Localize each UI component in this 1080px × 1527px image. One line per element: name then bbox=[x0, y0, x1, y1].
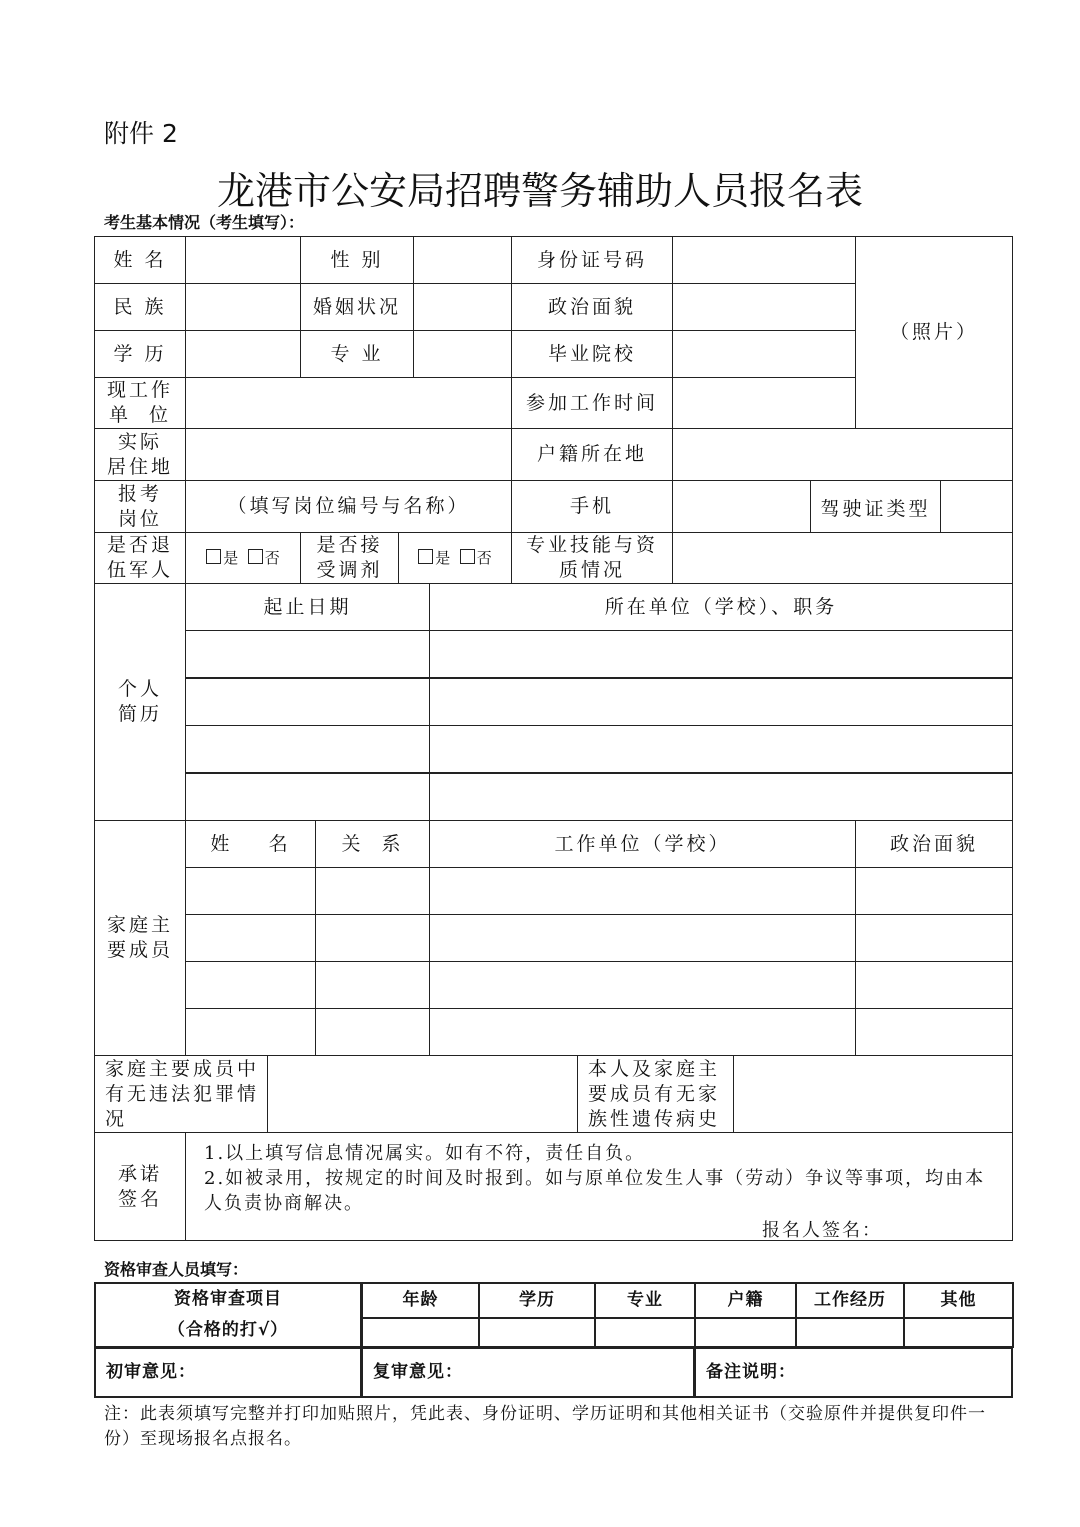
input-education[interactable] bbox=[185, 330, 301, 378]
family-political-cell[interactable] bbox=[855, 1008, 1013, 1056]
label-license: 驾驶证类型 bbox=[810, 480, 941, 533]
label-position: 报考 岗位 bbox=[94, 480, 186, 533]
review-check-cell[interactable] bbox=[903, 1317, 1014, 1348]
label-marital: 婚姻状况 bbox=[300, 283, 414, 331]
attachment-label: 附件 2 bbox=[104, 119, 178, 148]
input-work-unit[interactable] bbox=[185, 377, 512, 429]
label-id: 身份证号码 bbox=[511, 236, 673, 284]
resume-date-cell[interactable] bbox=[185, 725, 430, 773]
label-disease: 本人及家庭主要成员有无家族性遗传病史 bbox=[577, 1055, 734, 1133]
review-item-title: 资格审查项目 bbox=[174, 1289, 282, 1309]
review-item-hint: （合格的打√） bbox=[167, 1320, 289, 1340]
resume-date-cell[interactable] bbox=[185, 773, 430, 821]
review-item-label bbox=[94, 1282, 362, 1348]
label-work-unit: 现工作 单 位 bbox=[94, 377, 186, 429]
family-header-political: 政治面貌 bbox=[855, 820, 1013, 868]
family-relation-cell[interactable] bbox=[315, 961, 430, 1009]
label-family: 家庭主 要成员 bbox=[94, 820, 186, 1056]
label-resume: 个人 简历 bbox=[94, 583, 186, 821]
review-check-cell[interactable] bbox=[594, 1317, 696, 1348]
input-residence[interactable] bbox=[185, 428, 512, 481]
no-label: 否 bbox=[476, 548, 492, 567]
family-name-cell[interactable] bbox=[185, 914, 316, 962]
signature-label[interactable]: 报名人签名： bbox=[762, 1220, 882, 1241]
input-skills[interactable] bbox=[672, 532, 1013, 584]
form-title: 龙港市公安局招聘警务辅助人员报名表 bbox=[216, 169, 863, 213]
adjust-no-checkbox[interactable] bbox=[460, 546, 492, 571]
family-header-relation: 关 系 bbox=[315, 820, 430, 868]
resume-unit-cell[interactable] bbox=[429, 630, 1013, 678]
veteran-yes-checkbox[interactable] bbox=[206, 546, 238, 571]
label-pledge: 承诺 签名 bbox=[94, 1132, 186, 1241]
remarks[interactable]: 备注说明： bbox=[694, 1347, 1013, 1398]
resume-date-cell[interactable] bbox=[185, 678, 430, 726]
input-position[interactable]: （填写岗位编号与名称） bbox=[185, 480, 512, 533]
review-col-header: 专业 bbox=[594, 1282, 696, 1319]
input-political[interactable] bbox=[672, 283, 856, 331]
section-basic-heading: 考生基本情况（考生填写）： bbox=[104, 213, 305, 232]
family-relation-cell[interactable] bbox=[315, 1008, 430, 1056]
family-name-cell[interactable] bbox=[185, 961, 316, 1009]
label-hukou: 户籍所在地 bbox=[511, 428, 673, 481]
label-political: 政治面貌 bbox=[511, 283, 673, 331]
label-school: 毕业院校 bbox=[511, 330, 673, 378]
resume-unit-cell[interactable] bbox=[429, 678, 1013, 726]
review-check-cell[interactable] bbox=[694, 1317, 797, 1348]
family-unit-cell[interactable] bbox=[429, 867, 856, 915]
review-col-header: 工作经历 bbox=[795, 1282, 905, 1319]
photo-box[interactable]: （照片） bbox=[855, 236, 1013, 429]
input-disease[interactable] bbox=[733, 1055, 1013, 1133]
input-id[interactable] bbox=[672, 236, 856, 284]
family-political-cell[interactable] bbox=[855, 867, 1013, 915]
input-license[interactable] bbox=[940, 480, 1013, 533]
label-veteran: 是否退 伍军人 bbox=[94, 532, 186, 584]
resume-header-unit: 所在单位（学校）、职务 bbox=[429, 583, 1013, 631]
input-gender[interactable] bbox=[413, 236, 512, 284]
yes-label: 是 bbox=[223, 548, 239, 567]
input-marital[interactable] bbox=[413, 283, 512, 331]
no-label: 否 bbox=[264, 548, 280, 567]
input-work-start[interactable] bbox=[672, 377, 856, 429]
yes-label: 是 bbox=[435, 548, 451, 567]
label-name: 姓 名 bbox=[94, 236, 186, 284]
adjust-options bbox=[398, 532, 512, 584]
resume-header-date: 起止日期 bbox=[185, 583, 430, 631]
veteran-options bbox=[185, 532, 301, 584]
veteran-no-checkbox[interactable] bbox=[248, 546, 280, 571]
footnote: 注：此表须填写完整并打印加贴照片，凭此表、身份证明、学历证明和其他相关证书（交验原件并提供复印件一份）至现场报名点报名。 bbox=[104, 1404, 986, 1449]
label-ethnic: 民 族 bbox=[94, 283, 186, 331]
family-unit-cell[interactable] bbox=[429, 914, 856, 962]
review-check-cell[interactable] bbox=[478, 1317, 596, 1348]
input-phone[interactable] bbox=[672, 480, 811, 533]
family-relation-cell[interactable] bbox=[315, 867, 430, 915]
label-residence: 实际 居住地 bbox=[94, 428, 186, 481]
family-header-unit: 工作单位（学校） bbox=[429, 820, 856, 868]
input-hukou[interactable] bbox=[672, 428, 1013, 481]
family-relation-cell[interactable] bbox=[315, 914, 430, 962]
pledge-line-1: 1.以上填写信息情况属实。如有不符，责任自负。 bbox=[204, 1143, 646, 1164]
review-col-header: 年龄 bbox=[361, 1282, 480, 1319]
review-col-header: 户籍 bbox=[694, 1282, 797, 1319]
label-adjust: 是否接 受调剂 bbox=[300, 532, 399, 584]
label-phone: 手机 bbox=[511, 480, 673, 533]
family-unit-cell[interactable] bbox=[429, 1008, 856, 1056]
family-header-name: 姓 名 bbox=[185, 820, 316, 868]
second-review[interactable]: 复审意见： bbox=[361, 1347, 695, 1398]
review-check-cell[interactable] bbox=[795, 1317, 905, 1348]
resume-unit-cell[interactable] bbox=[429, 773, 1013, 821]
label-major: 专 业 bbox=[300, 330, 414, 378]
family-unit-cell[interactable] bbox=[429, 961, 856, 1009]
pledge-box bbox=[185, 1132, 1013, 1241]
family-name-cell[interactable] bbox=[185, 867, 316, 915]
review-col-header: 学历 bbox=[478, 1282, 596, 1319]
label-work-start: 参加工作时间 bbox=[511, 377, 673, 429]
input-school[interactable] bbox=[672, 330, 856, 378]
input-major[interactable] bbox=[413, 330, 512, 378]
resume-date-cell[interactable] bbox=[185, 630, 430, 678]
input-crime[interactable] bbox=[267, 1055, 578, 1133]
input-ethnic[interactable] bbox=[185, 283, 301, 331]
review-check-cell[interactable] bbox=[361, 1317, 480, 1348]
label-education: 学 历 bbox=[94, 330, 186, 378]
section-review-heading: 资格审查人员填写： bbox=[104, 1260, 249, 1279]
review-col-header: 其他 bbox=[903, 1282, 1014, 1319]
adjust-yes-checkbox[interactable] bbox=[418, 546, 450, 571]
label-crime: 家庭主要成员中有无违法犯罪情况 bbox=[94, 1055, 268, 1133]
family-political-cell[interactable] bbox=[855, 961, 1013, 1009]
pledge-line-2: 2.如被录用，按规定的时间及时报到。如与原单位发生人事（劳动）争议等事项，均由本人负责协商解决。 bbox=[204, 1168, 986, 1214]
first-review[interactable]: 初审意见： bbox=[94, 1347, 362, 1398]
input-name[interactable] bbox=[185, 236, 301, 284]
label-gender: 性 别 bbox=[300, 236, 414, 284]
family-name-cell[interactable] bbox=[185, 1008, 316, 1056]
resume-unit-cell[interactable] bbox=[429, 725, 1013, 773]
family-political-cell[interactable] bbox=[855, 914, 1013, 962]
label-skills: 专业技能与资 质情况 bbox=[511, 532, 673, 584]
